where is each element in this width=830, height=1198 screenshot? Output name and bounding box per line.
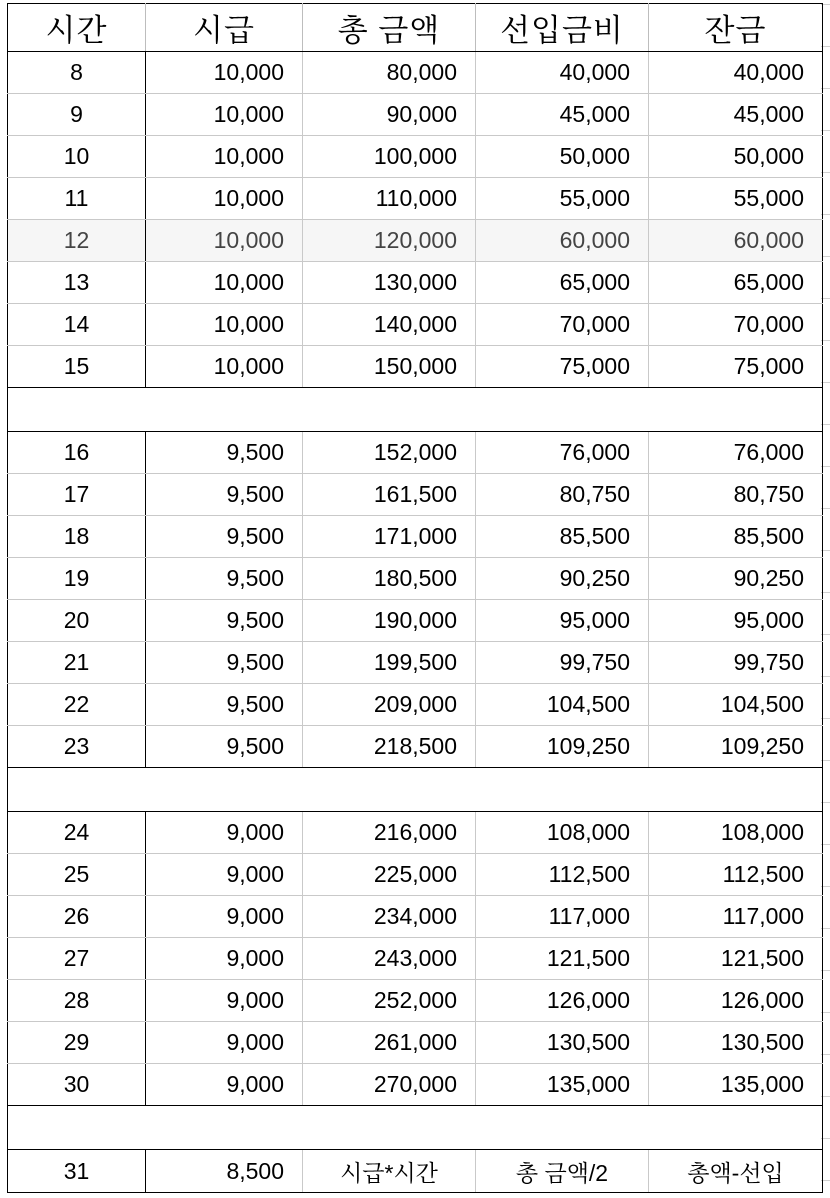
hours-cell[interactable]: 27: [8, 938, 146, 980]
balance-cell[interactable]: 135,000: [649, 1064, 823, 1106]
hours-cell[interactable]: 14: [8, 304, 146, 346]
formula-row: [8, 1150, 823, 1193]
balance-cell[interactable]: 70,000: [649, 304, 823, 346]
total-cell[interactable]: 261,000: [303, 1022, 476, 1064]
empty-separator-row: [8, 388, 823, 432]
wage-cell[interactable]: 10,000: [146, 52, 303, 94]
balance-cell[interactable]: 75,000: [649, 346, 823, 388]
balance-cell[interactable]: 65,000: [649, 262, 823, 304]
table-row: [8, 220, 823, 262]
wage-cell[interactable]: 9,000: [146, 812, 303, 854]
table-row: [8, 600, 823, 642]
total-cell[interactable]: 100,000: [303, 136, 476, 178]
total-cell[interactable]: 110,000: [303, 178, 476, 220]
hours-cell[interactable]: 20: [8, 600, 146, 642]
deposit-cell[interactable]: 80,750: [476, 474, 649, 516]
hours-cell[interactable]: 22: [8, 684, 146, 726]
table-row: [8, 558, 823, 600]
empty-cell[interactable]: [8, 1106, 823, 1150]
total-cell[interactable]: 243,000: [303, 938, 476, 980]
total-cell[interactable]: 218,500: [303, 726, 476, 768]
balance-formula-cell[interactable]: 총액-선입: [649, 1150, 823, 1193]
deposit-cell[interactable]: 95,000: [476, 600, 649, 642]
hours-cell[interactable]: 11: [8, 178, 146, 220]
balance-cell[interactable]: 109,250: [649, 726, 823, 768]
header-balance[interactable]: 잔금: [649, 4, 823, 52]
table-row: [8, 262, 823, 304]
header-hours[interactable]: 시간: [8, 4, 146, 52]
wage-cell[interactable]: 10,000: [146, 304, 303, 346]
deposit-cell[interactable]: 121,500: [476, 938, 649, 980]
hours-cell[interactable]: 26: [8, 896, 146, 938]
table-row: [8, 432, 823, 474]
table-row: [8, 1064, 823, 1106]
balance-cell[interactable]: 45,000: [649, 94, 823, 136]
wage-cell[interactable]: 10,000: [146, 220, 303, 262]
total-cell[interactable]: 209,000: [303, 684, 476, 726]
hours-cell[interactable]: 8: [8, 52, 146, 94]
balance-cell[interactable]: 50,000: [649, 136, 823, 178]
balance-cell[interactable]: 60,000: [649, 220, 823, 262]
total-cell[interactable]: 140,000: [303, 304, 476, 346]
wage-cell[interactable]: 9,000: [146, 938, 303, 980]
table-row: [8, 726, 823, 768]
hours-cell[interactable]: 16: [8, 432, 146, 474]
wage-cell[interactable]: 9,500: [146, 600, 303, 642]
hours-cell[interactable]: 18: [8, 516, 146, 558]
deposit-cell[interactable]: 40,000: [476, 52, 649, 94]
table-row: [8, 854, 823, 896]
hours-cell[interactable]: 17: [8, 474, 146, 516]
table-row: [8, 474, 823, 516]
balance-cell[interactable]: 76,000: [649, 432, 823, 474]
wage-cell[interactable]: 10,000: [146, 178, 303, 220]
hourly-wage-table: [7, 3, 823, 1193]
deposit-cell[interactable]: 99,750: [476, 642, 649, 684]
deposit-cell[interactable]: 45,000: [476, 94, 649, 136]
hours-cell[interactable]: 15: [8, 346, 146, 388]
total-cell[interactable]: 152,000: [303, 432, 476, 474]
balance-cell[interactable]: 90,250: [649, 558, 823, 600]
balance-cell[interactable]: 85,500: [649, 516, 823, 558]
total-cell[interactable]: 120,000: [303, 220, 476, 262]
total-cell[interactable]: 190,000: [303, 600, 476, 642]
wage-cell[interactable]: 9,500: [146, 432, 303, 474]
total-cell[interactable]: 225,000: [303, 854, 476, 896]
deposit-cell[interactable]: 130,500: [476, 1022, 649, 1064]
wage-cell[interactable]: 9,500: [146, 726, 303, 768]
wage-cell[interactable]: 10,000: [146, 262, 303, 304]
total-cell[interactable]: 234,000: [303, 896, 476, 938]
header-deposit[interactable]: 선입금비: [476, 4, 649, 52]
table-row: [8, 304, 823, 346]
table-row: [8, 938, 823, 980]
deposit-cell[interactable]: 75,000: [476, 346, 649, 388]
deposit-cell[interactable]: 70,000: [476, 304, 649, 346]
table-row: [8, 896, 823, 938]
hours-cell[interactable]: 21: [8, 642, 146, 684]
table-row: [8, 516, 823, 558]
deposit-cell[interactable]: 55,000: [476, 178, 649, 220]
hours-cell[interactable]: 10: [8, 136, 146, 178]
hours-cell[interactable]: 28: [8, 980, 146, 1022]
table-row: [8, 52, 823, 94]
header-total-amount[interactable]: 총 금액: [303, 4, 476, 52]
wage-cell[interactable]: 9,000: [146, 896, 303, 938]
balance-cell[interactable]: 108,000: [649, 812, 823, 854]
balance-cell[interactable]: 121,500: [649, 938, 823, 980]
balance-cell[interactable]: 40,000: [649, 52, 823, 94]
hours-cell[interactable]: 30: [8, 1064, 146, 1106]
deposit-cell[interactable]: 108,000: [476, 812, 649, 854]
wage-cell[interactable]: 9,500: [146, 642, 303, 684]
balance-cell[interactable]: 80,750: [649, 474, 823, 516]
wage-cell[interactable]: 9,500: [146, 684, 303, 726]
hours-cell[interactable]: 31: [8, 1150, 146, 1193]
hours-cell[interactable]: 29: [8, 1022, 146, 1064]
balance-cell[interactable]: 95,000: [649, 600, 823, 642]
table-body: [8, 52, 823, 1193]
total-cell[interactable]: 90,000: [303, 94, 476, 136]
deposit-cell[interactable]: 126,000: [476, 980, 649, 1022]
total-cell[interactable]: 80,000: [303, 52, 476, 94]
deposit-cell[interactable]: 109,250: [476, 726, 649, 768]
deposit-cell[interactable]: 76,000: [476, 432, 649, 474]
total-cell[interactable]: 171,000: [303, 516, 476, 558]
deposit-formula-cell[interactable]: 총 금액/2: [476, 1150, 649, 1193]
wage-cell[interactable]: 9,500: [146, 474, 303, 516]
hours-cell[interactable]: 25: [8, 854, 146, 896]
wage-cell[interactable]: 10,000: [146, 136, 303, 178]
table-row: [8, 642, 823, 684]
table-row: [8, 812, 823, 854]
total-cell[interactable]: 161,500: [303, 474, 476, 516]
table-row: [8, 136, 823, 178]
deposit-cell[interactable]: 50,000: [476, 136, 649, 178]
hours-cell[interactable]: 9: [8, 94, 146, 136]
total-formula-cell[interactable]: 시급*시간: [303, 1150, 476, 1193]
deposit-cell[interactable]: 117,000: [476, 896, 649, 938]
header-hourly-wage[interactable]: 시급: [146, 4, 303, 52]
empty-cell[interactable]: [8, 768, 823, 812]
table-row: [8, 980, 823, 1022]
table-row: [8, 346, 823, 388]
deposit-cell[interactable]: 135,000: [476, 1064, 649, 1106]
empty-cell[interactable]: [8, 388, 823, 432]
deposit-cell[interactable]: 65,000: [476, 262, 649, 304]
table-row: [8, 1022, 823, 1064]
balance-cell[interactable]: 112,500: [649, 854, 823, 896]
hours-cell[interactable]: 13: [8, 262, 146, 304]
total-cell[interactable]: 199,500: [303, 642, 476, 684]
balance-cell[interactable]: 126,000: [649, 980, 823, 1022]
hours-cell[interactable]: 12: [8, 220, 146, 262]
wage-cell[interactable]: 9,500: [146, 516, 303, 558]
wage-cell[interactable]: 10,000: [146, 94, 303, 136]
balance-cell[interactable]: 99,750: [649, 642, 823, 684]
deposit-cell[interactable]: 85,500: [476, 516, 649, 558]
wage-cell[interactable]: 9,000: [146, 854, 303, 896]
balance-cell[interactable]: 104,500: [649, 684, 823, 726]
wage-cell[interactable]: 8,500: [146, 1150, 303, 1193]
header-row: [8, 4, 823, 52]
table-row: [8, 94, 823, 136]
wage-cell[interactable]: 9,500: [146, 558, 303, 600]
balance-cell[interactable]: 55,000: [649, 178, 823, 220]
total-cell[interactable]: 252,000: [303, 980, 476, 1022]
deposit-cell[interactable]: 104,500: [476, 684, 649, 726]
table-row: [8, 684, 823, 726]
balance-cell[interactable]: 117,000: [649, 896, 823, 938]
total-cell[interactable]: 150,000: [303, 346, 476, 388]
wage-cell[interactable]: 9,000: [146, 1022, 303, 1064]
empty-separator-row: [8, 768, 823, 812]
wage-cell[interactable]: 9,000: [146, 1064, 303, 1106]
deposit-cell[interactable]: 112,500: [476, 854, 649, 896]
deposit-cell[interactable]: 90,250: [476, 558, 649, 600]
hours-cell[interactable]: 24: [8, 812, 146, 854]
hours-cell[interactable]: 23: [8, 726, 146, 768]
table-row: [8, 178, 823, 220]
total-cell[interactable]: 270,000: [303, 1064, 476, 1106]
empty-separator-row: [8, 1106, 823, 1150]
deposit-cell[interactable]: 60,000: [476, 220, 649, 262]
total-cell[interactable]: 216,000: [303, 812, 476, 854]
total-cell[interactable]: 130,000: [303, 262, 476, 304]
balance-cell[interactable]: 130,500: [649, 1022, 823, 1064]
total-cell[interactable]: 180,500: [303, 558, 476, 600]
wage-cell[interactable]: 9,000: [146, 980, 303, 1022]
hours-cell[interactable]: 19: [8, 558, 146, 600]
wage-cell[interactable]: 10,000: [146, 346, 303, 388]
